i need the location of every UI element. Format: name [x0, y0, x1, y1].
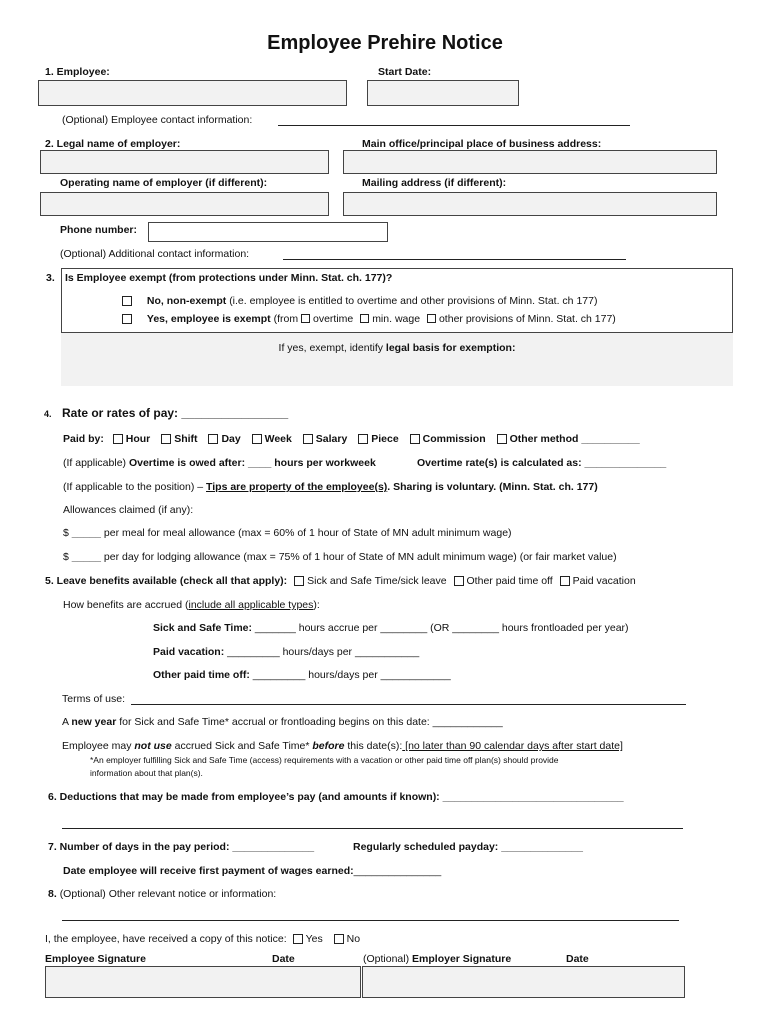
ack-no-checkbox[interactable]: [334, 934, 344, 944]
overtime-pre: (If applicable): [63, 457, 127, 469]
lodging-text: per day for lodging allowance (max = 75% of 1 hour of State of MN adult minimum wage) (or fair market value): [100, 551, 617, 563]
leave-sst-label: Sick and Safe Time/sick leave: [307, 575, 447, 587]
sst-footnote-2: information about that plan(s).: [90, 768, 203, 778]
phone-label: Phone number:: [60, 224, 138, 236]
tips-post: . Sharing is voluntary. (Minn. Stat. ch. 177): [387, 481, 598, 493]
lodging-blank[interactable]: _____: [71, 551, 101, 563]
method-day[interactable]: [208, 433, 240, 445]
legal-name-label: 2. Legal name of employer:: [45, 138, 181, 150]
non-exempt-label: No, non-exempt: [146, 295, 227, 307]
paid-by-label: Paid by:: [63, 433, 104, 445]
method-commission-label: Commission: [422, 433, 486, 445]
non-exempt-checkbox[interactable]: [122, 296, 132, 306]
method-day-label: Day: [221, 433, 241, 445]
meal-allowance-row: [63, 527, 512, 539]
paid-by-row: [63, 433, 640, 445]
deductions-line[interactable]: [62, 828, 683, 829]
employee-contact-label: (Optional) Employee contact information:: [62, 114, 253, 126]
additional-contact-line[interactable]: [283, 259, 626, 260]
lodging-dollar: $: [63, 551, 72, 563]
sst-label: Sick and Safe Time:: [153, 622, 253, 634]
ack-yes-label: Yes: [305, 933, 323, 945]
employee-signature-label: Employee Signature: [45, 953, 146, 965]
method-shift-label: Shift: [174, 433, 198, 445]
vacation-label: Paid vacation:: [153, 646, 225, 658]
may-not-use-mid: accrued Sick and Safe Time*: [171, 740, 313, 752]
exemption-basis-pre: If yes, exempt, identify: [278, 342, 383, 354]
method-hour-checkbox[interactable]: [113, 434, 123, 444]
may-not-use-date[interactable]: [no later than 90 calendar days after start date]: [402, 740, 623, 752]
new-year-post: for Sick and Safe Time* accrual or frontloading begins on this date: ____________: [116, 716, 503, 728]
section-4-number: 4.: [44, 409, 52, 419]
method-week-checkbox[interactable]: [252, 434, 262, 444]
other-pto-text: _________ hours/days per ____________: [249, 669, 451, 681]
accrual-underlined: include all applicable types: [188, 599, 314, 611]
tips-row: [63, 481, 598, 493]
accrual-pre: How benefits are accrued (: [63, 599, 189, 611]
acknowledgement-row: [45, 933, 360, 945]
exemption-basis-label: [0, 342, 770, 354]
leave-benefits-label: 5. Leave benefits available (check all that apply):: [45, 575, 288, 587]
ack-no-label: No: [346, 933, 361, 945]
exempt-minwage-checkbox[interactable]: [360, 314, 369, 323]
start-date-label: Start Date:: [378, 66, 432, 78]
employer-date-label: Date: [566, 953, 589, 965]
employee-date-label: Date: [272, 953, 295, 965]
overtime-hours: Overtime is owed after: ____ hours per workweek: [128, 457, 376, 469]
leave-benefits-row: [45, 575, 636, 587]
method-commission[interactable]: [410, 433, 486, 445]
ack-yes-option[interactable]: [293, 933, 323, 945]
section-8-number: 8.: [48, 888, 57, 900]
sst-footnote-1: *An employer fulfilling Sick and Safe Time (access) requirements with a vacation or other paid time off plan(s) should provide: [90, 755, 559, 765]
exemption-basis-field[interactable]: [61, 332, 733, 386]
method-shift[interactable]: [161, 433, 197, 445]
first-payment-row: [63, 865, 441, 877]
leave-vacation-option[interactable]: [560, 575, 636, 587]
method-hour-label: Hour: [125, 433, 151, 445]
vacation-accrual-row: [153, 646, 419, 658]
accrual-row: [63, 599, 320, 611]
non-exempt-detail: (i.e. employee is entitled to overtime and other provisions of Minn. Stat. ch 177): [229, 295, 598, 307]
meal-dollar: $: [63, 527, 72, 539]
leave-sst-checkbox[interactable]: [294, 576, 304, 586]
exempt-overtime-checkbox[interactable]: [301, 314, 310, 323]
operating-name-label: Operating name of employer (if different):: [60, 177, 268, 189]
regular-payday: Regularly scheduled payday: ______________: [353, 841, 583, 853]
employer-signature-field[interactable]: [362, 966, 685, 998]
non-exempt-option[interactable]: [122, 295, 597, 307]
section-3-number: 3.: [46, 272, 55, 284]
method-salary-label: Salary: [315, 433, 348, 445]
ack-yes-checkbox[interactable]: [293, 934, 303, 944]
deductions-label: 6. Deductions that may be made from employee’s pay (and amounts if known): _______________________________: [48, 791, 624, 803]
method-day-checkbox[interactable]: [208, 434, 218, 444]
new-year-pre: A: [62, 716, 72, 728]
other-notice-label: (Optional) Other relevant notice or information:: [59, 888, 277, 900]
rate-of-pay-label: Rate or rates of pay: ________________: [62, 406, 289, 420]
may-not-use-post: this date(s):: [344, 740, 403, 752]
accrual-post: ):: [313, 599, 320, 611]
other-notice-row: [48, 888, 276, 900]
sst-accrual-row: [153, 622, 629, 634]
leave-vacation-checkbox[interactable]: [560, 576, 570, 586]
method-piece-checkbox[interactable]: [358, 434, 368, 444]
employer-signature-header: [363, 953, 511, 965]
terms-of-use-line[interactable]: [131, 704, 686, 705]
method-salary-checkbox[interactable]: [303, 434, 313, 444]
overtime-rate: Overtime rate(s) is calculated as: ______________: [417, 457, 667, 469]
overtime-row: [63, 457, 376, 469]
leave-sst-option[interactable]: [294, 575, 446, 587]
exempt-minwage-label: min. wage: [372, 313, 421, 325]
method-commission-checkbox[interactable]: [410, 434, 420, 444]
method-piece-label: Piece: [371, 433, 399, 445]
method-other[interactable]: [497, 433, 640, 445]
method-shift-checkbox[interactable]: [161, 434, 171, 444]
employee-signature-field[interactable]: [45, 966, 361, 998]
operating-name-field[interactable]: [40, 192, 329, 216]
method-hour[interactable]: [113, 433, 151, 445]
employee-label: 1. Employee:: [45, 66, 110, 78]
new-year-bold: new year: [71, 716, 117, 728]
may-not-use-before: before: [312, 740, 345, 752]
other-pto-row: [153, 669, 451, 681]
lodging-allowance-row: [63, 551, 617, 563]
exemption-basis-bold: legal basis for exemption:: [385, 342, 516, 354]
new-year-row: [62, 716, 503, 728]
may-not-use-bold: not use: [134, 740, 172, 752]
employer-signature-optional: (Optional): [363, 953, 410, 965]
other-pto-label: Other paid time off:: [153, 669, 250, 681]
method-week-label: Week: [264, 433, 292, 445]
mailing-address-field[interactable]: [343, 192, 717, 216]
may-not-use-row: [62, 740, 623, 752]
exempt-option[interactable]: [122, 313, 616, 325]
additional-contact-label: (Optional) Additional contact information:: [60, 248, 250, 260]
allowances-label: Allowances claimed (if any):: [63, 504, 194, 516]
exempt-label: Yes, employee is exempt: [146, 313, 271, 325]
exempt-question: Is Employee exempt (from protections under Minn. Stat. ch. 177)?: [65, 272, 393, 284]
exempt-other-checkbox[interactable]: [427, 314, 436, 323]
mailing-address-label: Mailing address (if different):: [362, 177, 507, 189]
method-piece[interactable]: [358, 433, 398, 445]
sst-text: _______ hours accrue per ________ (OR ________ hours frontloaded per year): [252, 622, 629, 634]
exempt-checkbox[interactable]: [122, 314, 132, 324]
meal-blank[interactable]: _____: [71, 527, 101, 539]
exempt-overtime-label: overtime: [313, 313, 354, 325]
exempt-from-text: (from: [273, 313, 299, 325]
meal-text: per meal for meal allowance (max = 60% of 1 hour of State of MN adult minimum wage): [100, 527, 512, 539]
pay-period-days: 7. Number of days in the pay period: ______________: [48, 841, 315, 853]
may-not-use-pre: Employee may: [62, 740, 135, 752]
ack-no-option[interactable]: [334, 933, 360, 945]
tips-pre: (If applicable to the position) –: [63, 481, 204, 493]
leave-other-label: Other paid time off: [466, 575, 553, 587]
employee-contact-line[interactable]: [278, 125, 630, 126]
legal-name-field[interactable]: [40, 150, 329, 174]
exempt-other-label: other provisions of Minn. Stat. ch 177): [438, 313, 616, 325]
page-title: Employee Prehire Notice: [267, 32, 503, 54]
terms-of-use-label: Terms of use:: [62, 693, 126, 705]
vacation-text: _________ hours/days per ___________: [224, 646, 420, 658]
acknowledgement-text: I, the employee, have received a copy of this notice:: [45, 933, 287, 945]
other-notice-line[interactable]: [62, 920, 679, 921]
start-date-field[interactable]: [367, 80, 519, 106]
leave-other-option[interactable]: [454, 575, 553, 587]
first-payment-blank[interactable]: _______________: [353, 865, 442, 877]
method-other-checkbox[interactable]: [497, 434, 507, 444]
method-other-label: Other method __________: [509, 433, 640, 445]
employee-field[interactable]: [38, 80, 347, 106]
phone-field[interactable]: [148, 222, 388, 242]
leave-other-checkbox[interactable]: [454, 576, 464, 586]
main-office-field[interactable]: [343, 150, 717, 174]
method-salary[interactable]: [303, 433, 348, 445]
leave-vacation-label: Paid vacation: [572, 575, 636, 587]
method-week[interactable]: [252, 433, 292, 445]
employer-signature-label: Employer Signature: [412, 953, 512, 965]
tips-property: Tips are property of the employee(s): [206, 481, 388, 493]
first-payment-label: Date employee will receive first payment of wages earned:: [63, 865, 354, 877]
main-office-label: Main office/principal place of business address:: [362, 138, 602, 150]
